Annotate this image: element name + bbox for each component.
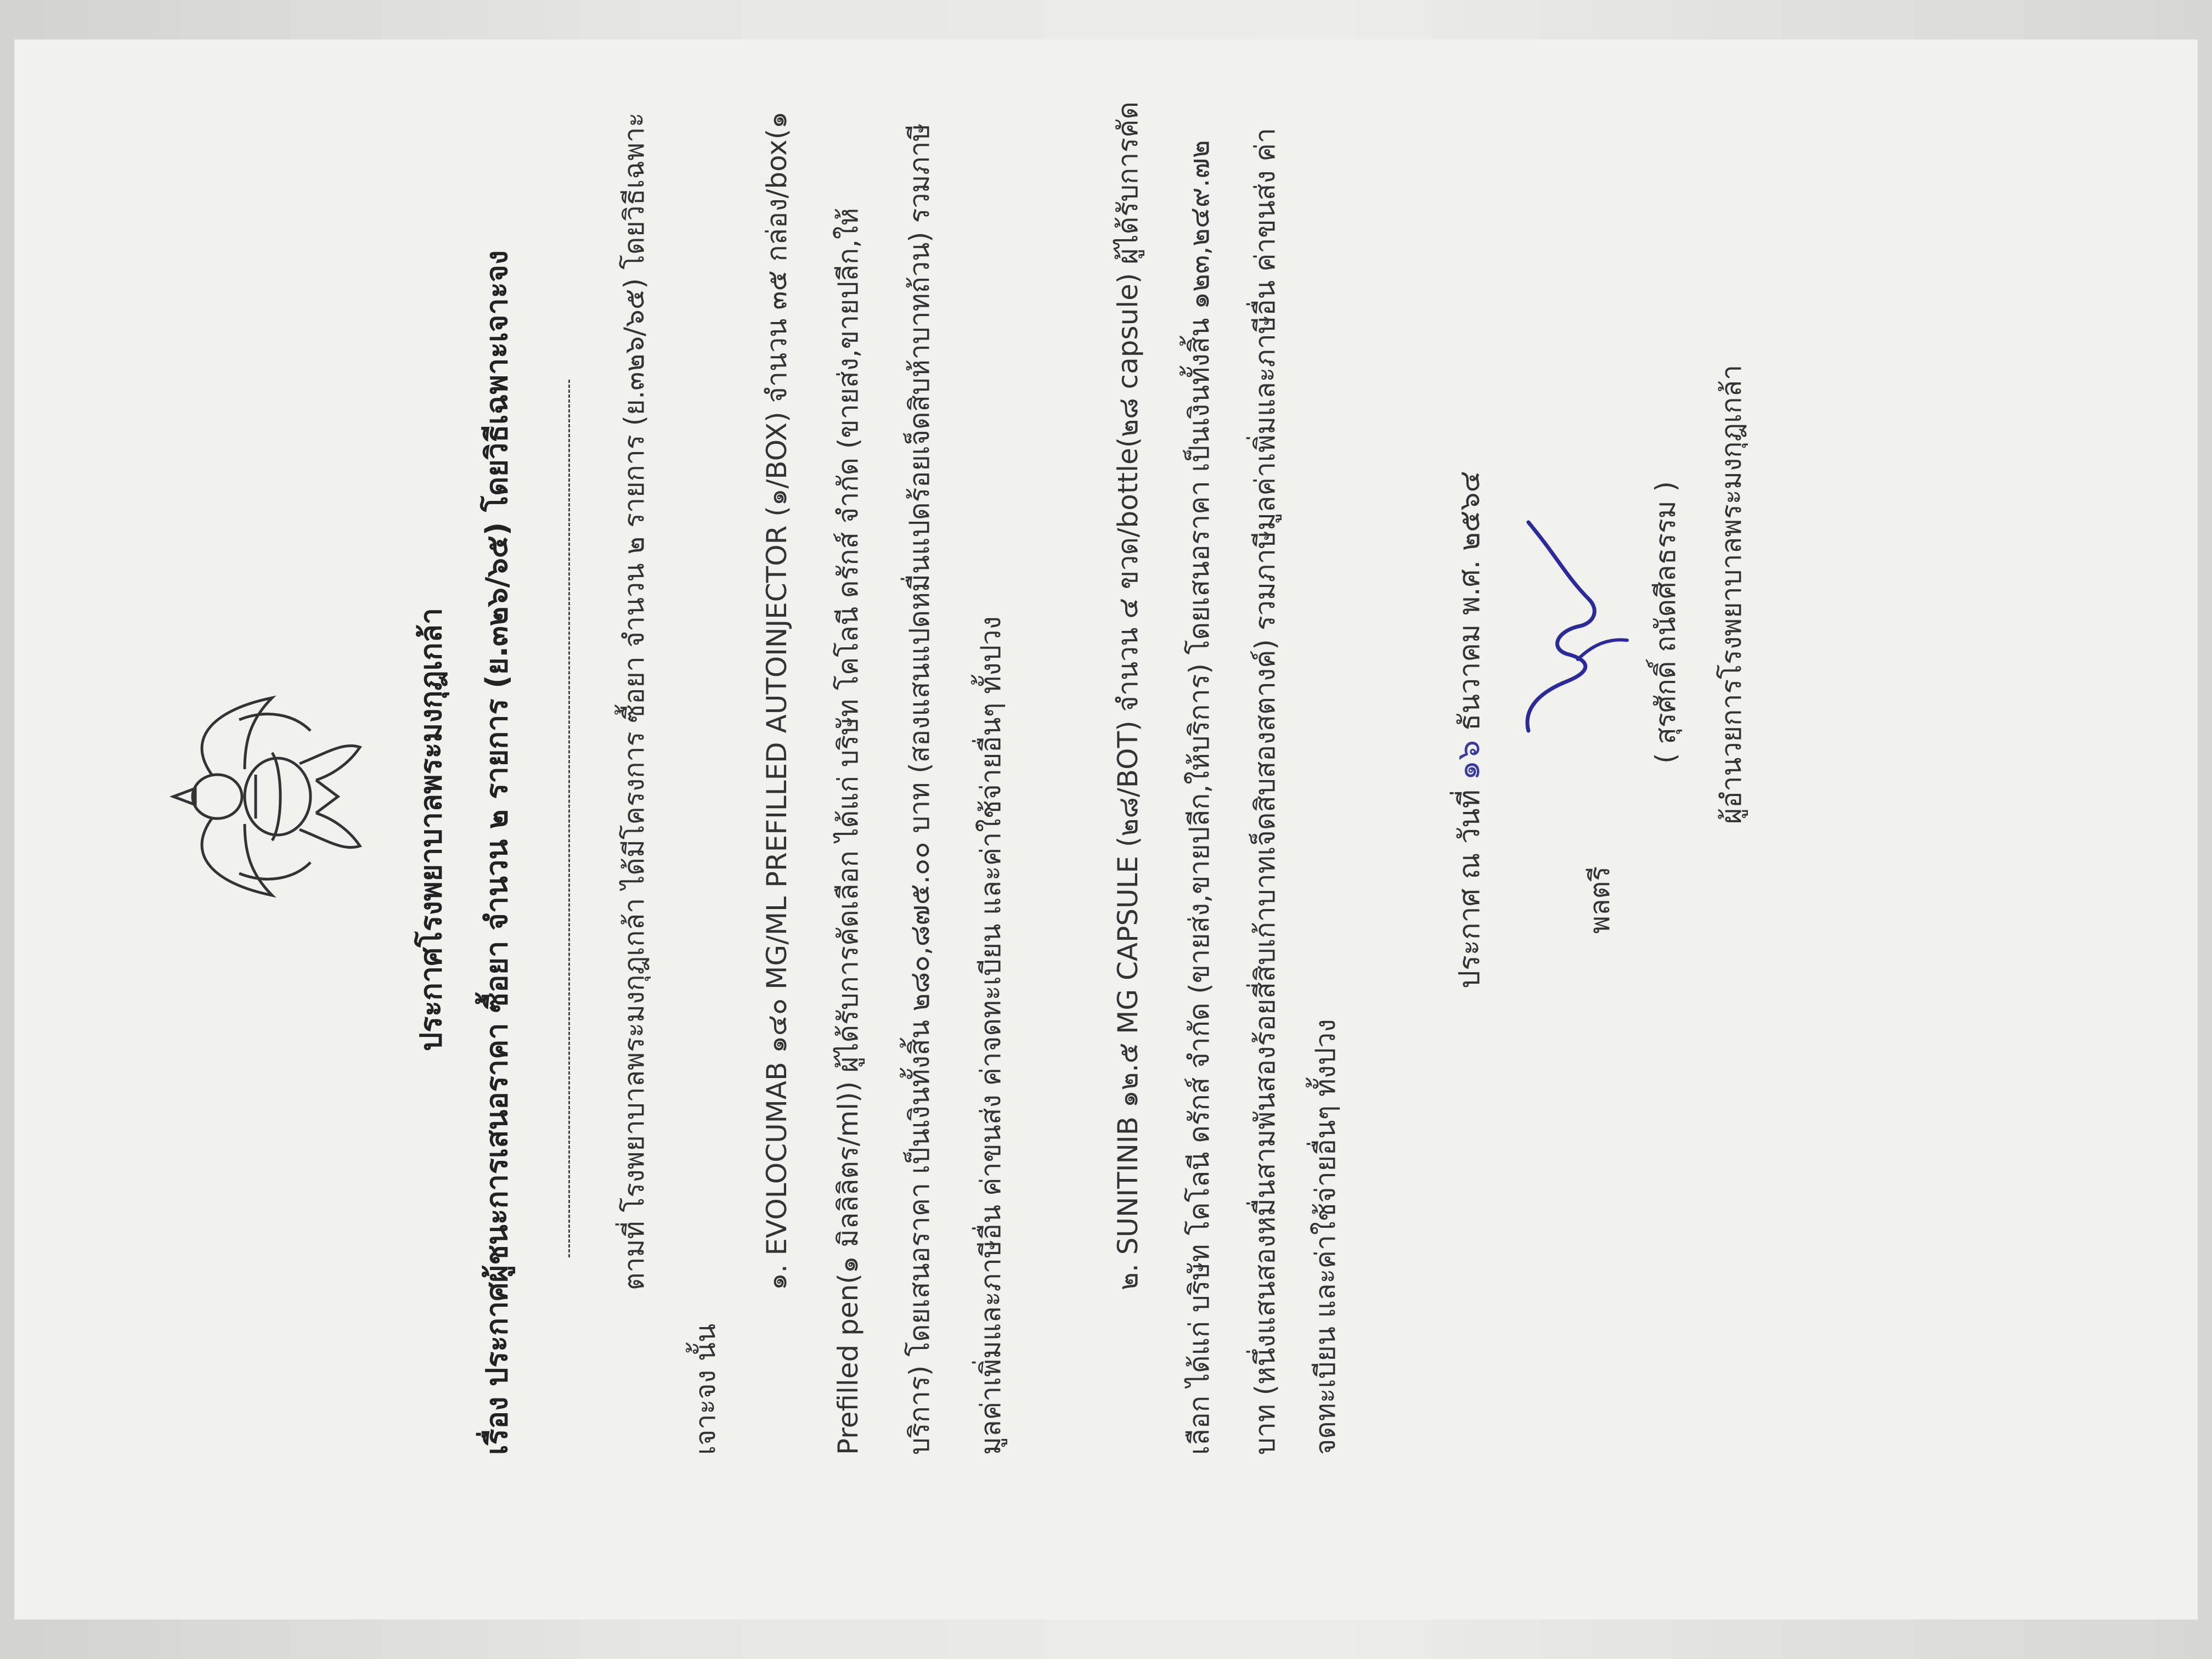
signer-rank: พลตรี — [1584, 866, 1616, 934]
item1-line-2: Prefilled pen(๑ มิลลิลิตร/ml)) ผู้ได้รับการคัดเลือก ได้แก่ บริษัท โคโลนี ดรักส์ จำกัด (ขายส่ง,ขายปลีก,ให้ — [832, 207, 864, 1455]
date-day: ๑๖ — [1449, 740, 1487, 781]
signer-position: ผู้อำนวยการโรงพยาบาลพระมงกุฎเกล้า — [1716, 364, 1747, 824]
item2-line-4: จดทะเบียน และค่าใช้จ่ายอื่นๆ ทั้งปวง — [1310, 1019, 1341, 1455]
item1-line-4: มูลค่าเพิ่มและภาษีอื่น ค่าขนส่ง ค่าจดทะเบียน และค่าใช้จ่ายอื่นๆ ทั้งปวง — [975, 616, 1007, 1455]
document-page — [14, 40, 2198, 1620]
item2-line-2: เลือก ได้แก่ บริษัท โคโลนี ดรักส์ จำกัด (ขายส่ง,ขายปลีก,ให้บริการ) โดยเสนอราคา เป็นเงินทั้งสิ้น ๑๒๓,๒๔๙.๗๒ — [1183, 140, 1215, 1455]
announcement-date — [1449, 471, 1487, 989]
item2-line-3: บาท (หนึ่งแสนสองหมื่นสามพันสองร้อยสี่สิบเก้าบาทเจ็ดสิบสองสตางค์) รวมภาษีมูลค่าเพิ่มและภาษีอื่น ค่าขนส่ง ค่า — [1249, 128, 1281, 1455]
date-month-year: ธันวาคม พ.ศ. ๒๕๖๔ — [1453, 471, 1486, 731]
item2-line-1: ๒. SUNITINIB ๑๒.๕ MG CAPSULE (๒๘/BOT) จำนวน ๔ ขวด/bottle(๒๘ capsule) ผู้ได้รับการคัด — [1112, 101, 1144, 1290]
garuda-emblem — [151, 687, 382, 906]
intro-line-1: ตามที่ โรงพยาบาลพระมงกุฎเกล้า ได้มีโครงการ ซื้อยา จำนวน ๒ รายการ (ย.๓๒๖/๖๕) โดยวิธีเฉพาะ — [618, 112, 650, 1290]
item1-line-1: ๑. EVOLOCUMAB ๑๔๐ MG/ML PREFILLED AUTOINJECTOR (๑/BOX) จำนวน ๓๕ กล่อง/box(๑ — [761, 111, 793, 1290]
divider-line — [568, 380, 570, 1257]
hospital-title: ประกาศโรงพยาบาลพระมงกุฎเกล้า — [414, 607, 448, 1052]
announcement-subject: เรื่อง ประกาศผู้ชนะการเสนอราคา ซื้อยา จำนวน ๒ รายการ (ย.๓๒๖/๖๕) โดยวิธีเฉพาะเจาะจง — [479, 250, 514, 1455]
date-prefix: ประกาศ ณ วันที่ — [1453, 789, 1486, 989]
signer-name: ( สุรศักดิ์ ถนัดศีลธรรม ) — [1650, 481, 1681, 764]
handwritten-signature — [1506, 511, 1649, 742]
item1-line-3: บริการ) โดยเสนอราคา เป็นเงินทั้งสิ้น ๒๘๐,๘๗๕.๐๐ บาท (สองแสนแปดหมื่นแปดร้อยเจ็ดสิบห้าบาทถ้วน) รวมภาษี — [904, 123, 935, 1455]
intro-line-2: เจาะจง นั้น — [690, 1323, 721, 1455]
